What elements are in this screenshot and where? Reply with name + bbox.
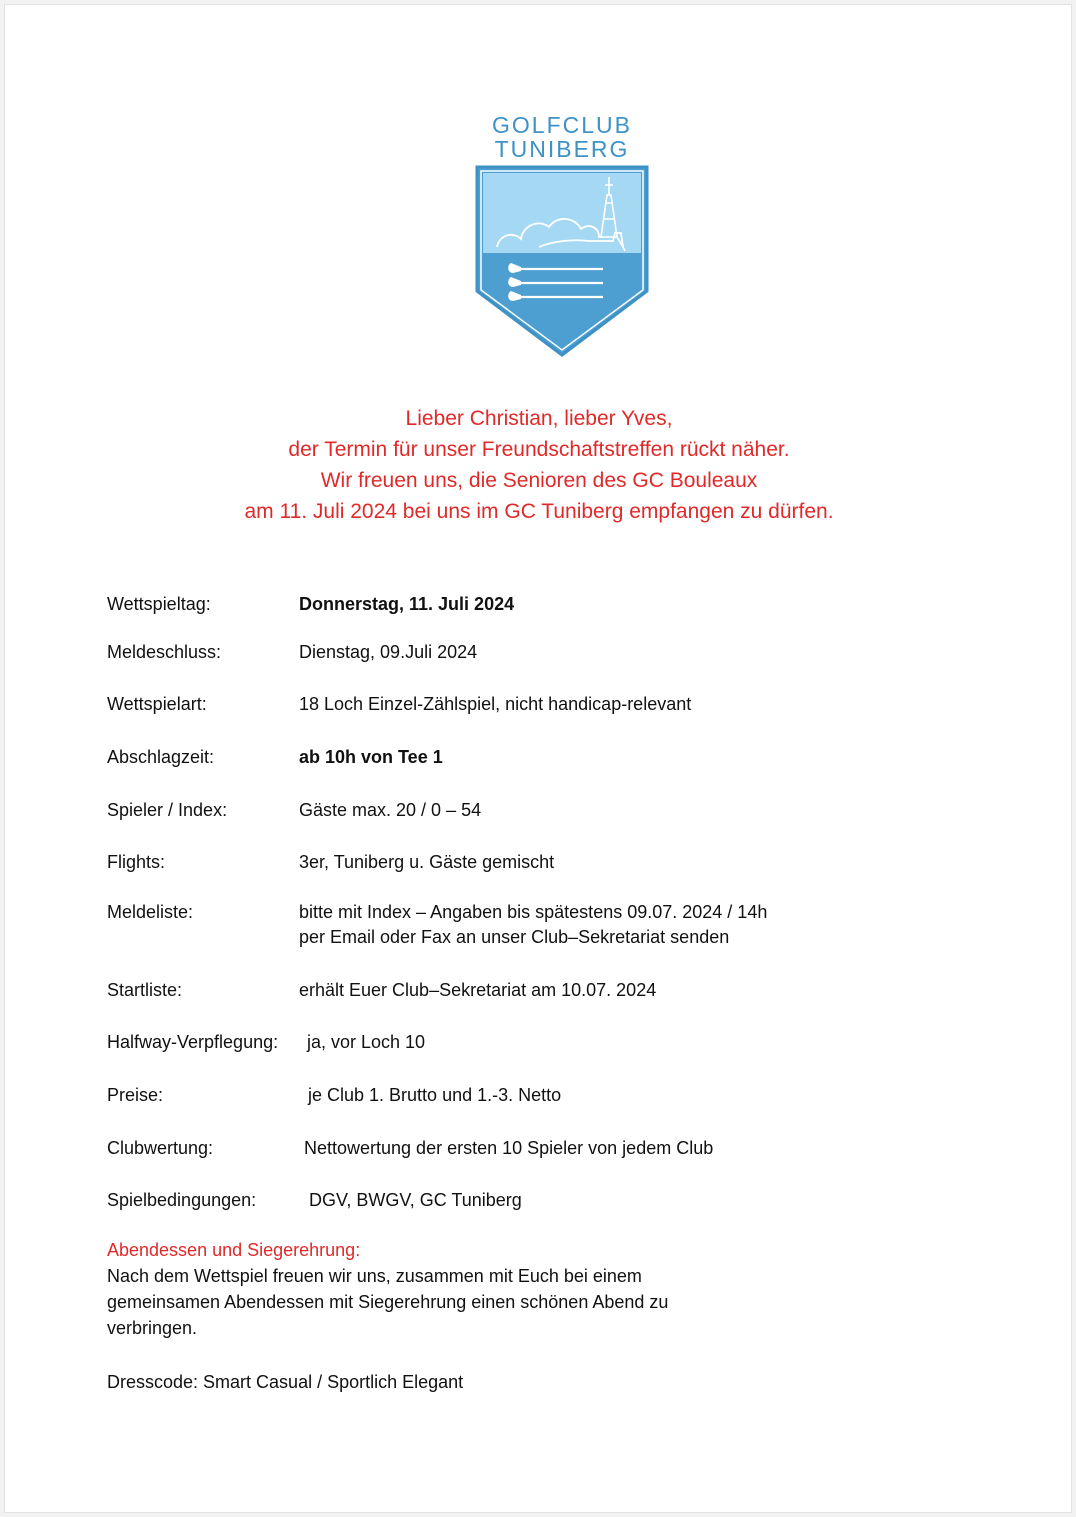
detail-label: Clubwertung:	[107, 1138, 214, 1158]
logo-title-line2: TUNIBERG	[494, 136, 630, 162]
detail-label: Abschlagzeit:	[107, 747, 215, 767]
detail-label: Meldeliste:	[107, 902, 194, 922]
dinner-line: verbringen.	[107, 1318, 198, 1338]
greeting-line: am 11. Juli 2024 bei uns im GC Tuniberg empfangen zu dürfen.	[244, 500, 834, 523]
detail-label: Wettspielart:	[107, 694, 207, 714]
detail-value: Donnerstag, 11. Juli 2024	[299, 594, 515, 614]
detail-value: Nettowertung der ersten 10 Spieler von jedem Club	[304, 1138, 714, 1158]
detail-label: Preise:	[107, 1085, 164, 1105]
detail-value: ab 10h von Tee 1	[299, 747, 443, 767]
detail-label: Wettspieltag:	[107, 594, 211, 614]
detail-value: erhält Euer Club–Sekretariat am 10.07. 2024	[299, 980, 657, 1000]
greeting-line: Wir freuen uns, die Senioren des GC Bouleaux	[320, 469, 758, 492]
logo-shield-icon	[473, 163, 651, 359]
detail-value: 18 Loch Einzel-Zählspiel, nicht handicap-relevant	[299, 694, 692, 714]
detail-value: bitte mit Index – Angaben bis spätestens 09.07. 2024 / 14h	[299, 902, 768, 922]
dinner-heading: Abendessen und Siegerehrung:	[107, 1240, 361, 1260]
greeting-block	[5, 403, 1073, 527]
detail-label: Startliste:	[107, 980, 183, 1000]
detail-label: Spieler / Index:	[107, 800, 228, 820]
detail-label: Meldeschluss:	[107, 642, 222, 662]
greeting-line: der Termin für unser Freundschaftstreffen rückt näher.	[288, 438, 790, 461]
logo-title-line1: GOLFCLUB	[492, 112, 632, 138]
dinner-line: gemeinsamen Abendessen mit Siegerehrung einen schönen Abend zu	[107, 1292, 669, 1312]
detail-value: ja, vor Loch 10	[307, 1032, 426, 1052]
detail-value: DGV, BWGV, GC Tuniberg	[309, 1190, 522, 1210]
detail-label: Halfway-Verpflegung:	[107, 1032, 279, 1052]
detail-value-continued: per Email oder Fax an unser Club–Sekretariat senden	[299, 927, 730, 947]
detail-value: 3er, Tuniberg u. Gäste gemischt	[299, 852, 555, 872]
detail-value: Gäste max. 20 / 0 – 54	[299, 800, 482, 820]
detail-label: Flights:	[107, 852, 166, 872]
dinner-line: Nach dem Wettspiel freuen wir uns, zusammen mit Euch bei einem	[107, 1266, 642, 1286]
dresscode-line: Dresscode: Smart Casual / Sportlich Elegant	[107, 1372, 464, 1392]
detail-label: Spielbedingungen:	[107, 1190, 257, 1210]
club-logo	[473, 109, 651, 359]
document-page	[4, 4, 1072, 1513]
dinner-paragraph	[107, 1263, 807, 1341]
detail-value: je Club 1. Brutto und 1.-3. Netto	[308, 1085, 562, 1105]
greeting-line: Lieber Christian, lieber Yves,	[405, 407, 673, 430]
detail-value: Dienstag, 09.Juli 2024	[299, 642, 478, 662]
